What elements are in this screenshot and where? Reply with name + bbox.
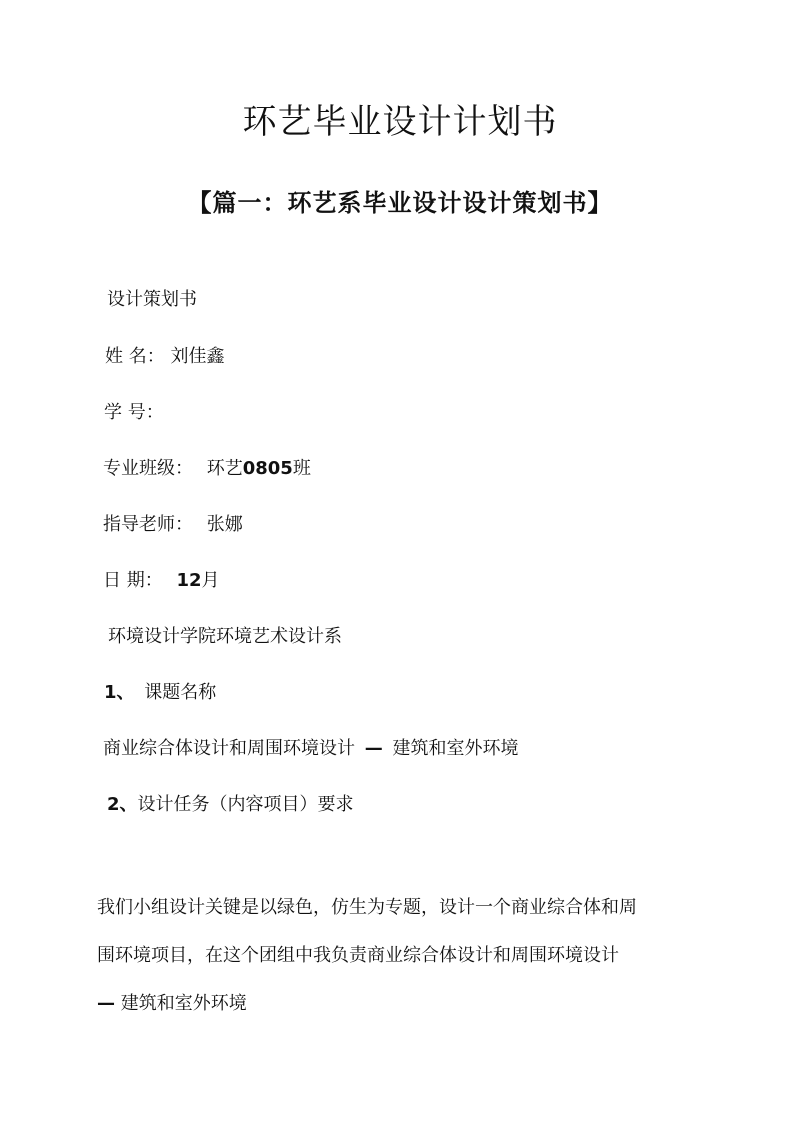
date-row — [103, 569, 220, 593]
date-label: 日 期： — [103, 570, 163, 591]
name-row — [105, 345, 224, 369]
name-label: 姓 名： — [105, 346, 165, 367]
section2-number: 2、 — [107, 794, 138, 815]
topic-tail: 建筑和室外环境 — [392, 738, 519, 759]
student-id-row — [104, 401, 164, 425]
section2-heading — [107, 793, 354, 817]
advisor-label: 指导老师： — [103, 514, 193, 535]
document-title: 环艺毕业设计计划书 — [242, 102, 558, 142]
class-row — [103, 457, 311, 481]
topic-dash: — — [364, 738, 383, 759]
date-number: 12 — [176, 570, 202, 591]
paragraph-line-3 — [97, 980, 717, 1028]
class-label: 专业班级： — [103, 458, 193, 479]
section1-heading — [104, 681, 216, 705]
class-value-prefix: 环艺 — [206, 458, 243, 479]
date-suffix: 月 — [201, 570, 220, 591]
student-id-label: 学 号： — [104, 402, 164, 423]
advisor-row — [103, 513, 243, 537]
section1-title: 课题名称 — [144, 682, 217, 703]
topic-line — [103, 737, 518, 761]
class-value-suffix: 班 — [292, 458, 311, 479]
advisor-value: 张娜 — [206, 514, 243, 535]
paragraph-line-3-dash: — — [97, 993, 115, 1014]
heading-plan: 设计策划书 — [107, 289, 197, 310]
paragraph-line-3-text: 建筑和室外环境 — [120, 993, 247, 1014]
section1-number: 1、 — [104, 682, 135, 703]
topic-main: 商业综合体设计和周围环境设计 — [103, 738, 355, 759]
department-line: 环境设计学院环境艺术设计系 — [108, 626, 342, 647]
section2-title: 设计任务（内容项目）要求 — [137, 794, 354, 815]
name-value: 刘佳鑫 — [170, 346, 225, 367]
paragraph-line-1: 我们小组设计关键是以绿色，仿生为专题，设计一个商业综合体和周 — [97, 897, 637, 918]
document-subtitle: 【篇一：环艺系毕业设计设计策划书】 — [187, 189, 613, 217]
paragraph-line-2: 围环境项目，在这个团组中我负责商业综合体设计和周围环境设计 — [97, 945, 619, 966]
task-paragraph — [97, 884, 717, 1028]
class-value-number: 0805 — [242, 458, 293, 479]
